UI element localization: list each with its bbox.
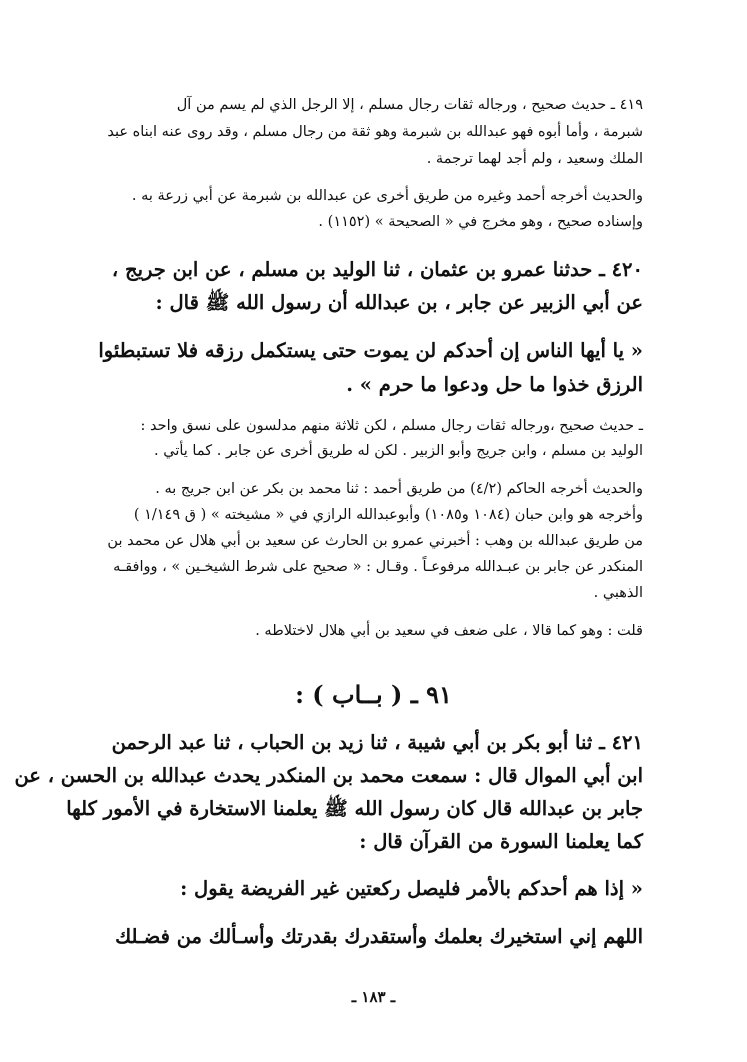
hadith-420-grading-line-2: الوليد بن مسلم ، وابن جريج وأبو الزبير . لكن له طريق أخرى عن جابر . كما يأتي . bbox=[154, 443, 643, 459]
hadith-420-takhrij-line-2: وأخرجه هو وابن حبان (١٠٨٤ و١٠٨٥) وأبوعبدالله الرازي في « مشيخته » ( ق ١/١٤٩ ) bbox=[133, 507, 643, 523]
hadith-421-isnad-line-1: ٤٢١ ـ ثنا أبو بكر بن أبي شيبة ، ثنا زيد بن الحباب ، ثنا عبد الرحمن bbox=[111, 731, 643, 754]
hadith-421-isnad-line-2: ابن أبي الموال قال : سمعت محمد بن المنكدر يحدث عبدالله بن الحسن ، عن bbox=[14, 764, 643, 787]
hadith-421-isnad-line-4: كما يعلمنا السورة من القرآن قال : bbox=[359, 830, 643, 853]
hadith-420-grading-line-1: ـ حديث صحيح ،ورجاله ثقات رجال مسلم ، لكن ثلاثة منهم مدلسون على نسق واحد : bbox=[140, 418, 643, 434]
hadith-419-note-line-2: وإسناده صحيح ، وهو مخرج في « الصحيحة » (١١٥٢) . bbox=[318, 214, 643, 230]
hadith-421-matn-line-1: « إذا هم أحدكم بالأمر فليصل ركعتين غير الفريضة يقول : bbox=[180, 877, 643, 900]
hadith-420-takhrij-line-1: والحديث أخرجه الحاكم (٤/٢) من طريق أحمد : ثنا محمد بن بكر عن ابن جريج به . bbox=[155, 481, 643, 497]
hadith-421-isnad-line-3: جابر بن عبدالله قال كان رسول الله ﷺ يعلمنا الاستخارة في الأمور كلها bbox=[66, 797, 643, 820]
hadith-419-line-1: ٤١٩ ـ حديث صحيح ، ورجاله ثقات رجال مسلم ، إلا الرجل الذي لم يسم من آل bbox=[176, 97, 643, 113]
hadith-420-matn-line-2: الرزق خذوا ما حل ودعوا ما حرم » . bbox=[346, 373, 643, 396]
chapter-heading: ٩١ ـ ( بــاب ) : bbox=[295, 680, 452, 709]
hadith-421-matn-line-2: اللهم إني استخيرك بعلمك وأستقدرك بقدرتك وأسـألك من فضـلك bbox=[115, 925, 643, 948]
hadith-419-line-2: شبرمة ، وأما أبوه فهو عبدالله بن شبرمة وهو ثقة من رجال مسلم ، وقد روى عنه ابناه عبد bbox=[107, 124, 643, 140]
hadith-419-note-line-1: والحديث أخرجه أحمد وغيره من طريق أخرى عن عبدالله بن شبرمة عن أبي زرعة به . bbox=[131, 188, 643, 204]
hadith-420-isnad-line-2: عن أبي الزبير عن جابر ، بن عبدالله أن رسول الله ﷺ قال : bbox=[155, 291, 643, 314]
hadith-420-takhrij-line-5: الذهبي . bbox=[593, 585, 643, 601]
hadith-419-line-3: الملك وسعيد ، ولم أجد لهما ترجمة . bbox=[426, 151, 643, 167]
page-number: ـ ١٨٣ ـ bbox=[351, 988, 396, 1006]
hadith-420-comment: قلت : وهو كما قالا ، على ضعف في سعيد بن أبي هلال لاختلاطه . bbox=[255, 623, 643, 639]
hadith-420-takhrij-line-4: المنكدر عن جابر بن عبـدالله مرفوعـاً . وقـال : « صحيح على شرط الشيخـين » ، ووافقـه bbox=[113, 559, 643, 575]
hadith-420-isnad-line-1: ٤٢٠ ـ حدثنا عمرو بن عثمان ، ثنا الوليد بن مسلم ، عن ابن جريج ، bbox=[111, 258, 643, 281]
hadith-420-takhrij-line-3: من طريق عبدالله بن وهب : أخبرني عمرو بن الحارث عن سعيد بن أبي هلال عن محمد بن bbox=[107, 533, 643, 549]
hadith-420-matn-line-1: « يا أيها الناس إن أحدكم لن يموت حتى يستكمل رزقه فلا تستبطئوا bbox=[98, 339, 643, 362]
